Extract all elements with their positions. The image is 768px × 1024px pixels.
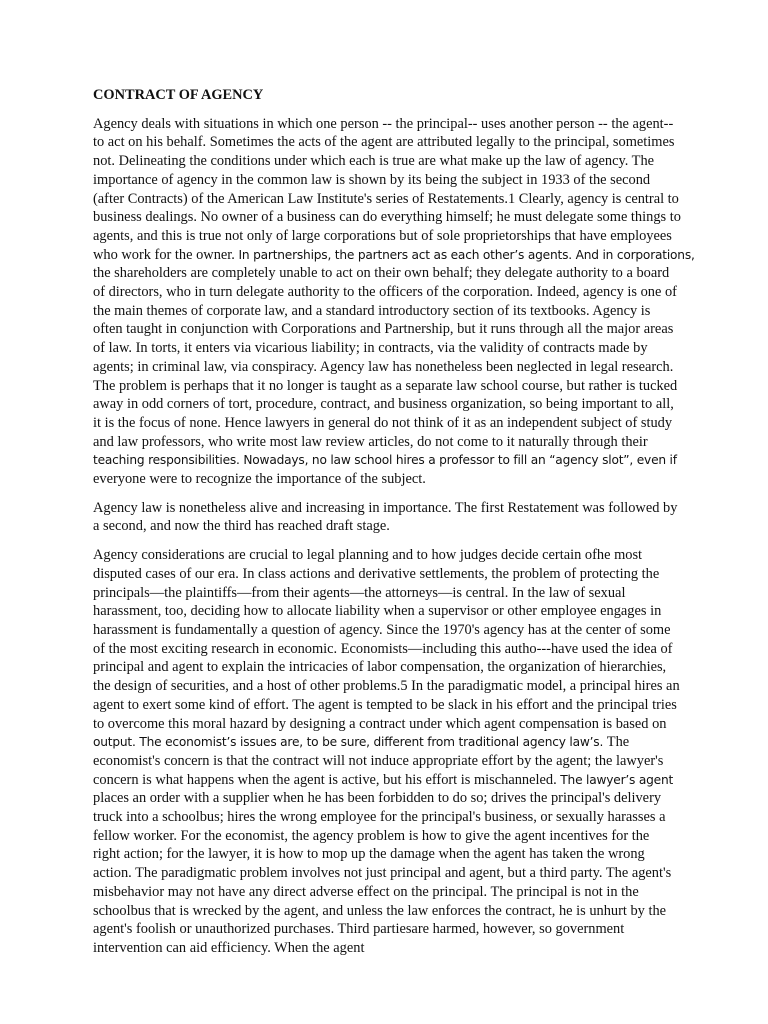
text-line — [93, 152, 683, 171]
text-segment: harassment, too, deciding how to allocate liability when a supervisor or other employee engages in — [93, 603, 662, 620]
text-line — [93, 227, 683, 246]
text-segment: to act on his behalf. Sometimes the acts of the agent are attributed legally to the principal, sometimes — [93, 134, 675, 151]
text-segment: In partnerships, the partners act as each other’s agents. And in corporations, — [238, 247, 695, 262]
text-segment: principal and agent to explain the intricacies of labor compensation, the organization of hierarchies, — [93, 659, 667, 676]
text-segment: Agency law is nonetheless alive and increasing in importance. The first Restatement was followed by — [93, 499, 678, 516]
text-line — [93, 133, 683, 152]
paragraph — [93, 115, 695, 489]
text-segment: the shareholders are completely unable to act on their own behalf; they delegate authority to a board — [93, 265, 670, 282]
text-segment: Agency considerations are crucial to legal planning and to how judges decide certain ofhe most — [93, 547, 643, 564]
text-line — [93, 602, 683, 621]
text-line — [93, 565, 683, 584]
text-segment: disputed cases of our era. In class actions and derivative settlements, the problem of protecting the — [93, 565, 660, 582]
text-segment: truck into a schoolbus; hires the wrong employee for the principal's business, or sexually harasses a — [93, 809, 666, 826]
document-page — [93, 86, 695, 968]
text-line — [93, 171, 683, 190]
text-segment: places an order with a supplier when he has been forbidden to do so; drives the principal's delivery — [93, 790, 662, 807]
text-line — [93, 395, 683, 414]
text-segment: output. The economist’s issues are, to be sure, different from traditional agency law’s. — [93, 735, 607, 750]
text-line — [93, 752, 683, 771]
text-segment: agent to exert some kind of effort. The agent is tempted to be slack in his effort and the principal tries — [93, 696, 677, 713]
text-segment: and law professors, who write most law review articles, do not come to it naturally through their — [93, 433, 648, 450]
paragraph — [93, 546, 683, 957]
text-segment: of the most exciting research in economic. Economists—including this autho---have used the idea of — [93, 640, 673, 657]
text-line — [93, 499, 683, 518]
text-line — [93, 546, 683, 565]
text-line — [93, 377, 683, 396]
text-segment: The problem is perhaps that it no longer is taught as a separate law school course, but rather is tucked — [93, 377, 678, 394]
text-segment: to overcome this moral hazard by designing a contract under which agent compensation is based on — [93, 715, 667, 732]
text-segment: concern is what happens when the agent is active, but his effort is mischanneled. — [93, 771, 561, 788]
text-line — [93, 433, 683, 452]
text-segment: The lawyer’s agent — [560, 772, 674, 787]
text-line — [93, 902, 683, 921]
text-line — [93, 208, 683, 227]
text-segment: teaching responsibilities. Nowadays, no law school hires a professor to fill an “agency slot”, even if — [93, 453, 677, 468]
text-segment: fellow worker. For the economist, the agency problem is how to give the agent incentives for the — [93, 827, 650, 844]
text-segment: the design of securities, and a host of other problems.5 In the paradigmatic model, a principal hires an — [93, 678, 680, 695]
text-line — [93, 939, 683, 958]
text-line — [93, 864, 683, 883]
text-line — [93, 771, 683, 790]
text-segment: The — [606, 734, 630, 751]
text-segment: harassment is fundamentally a question of agency. Since the 1970's agency has at the center of some — [93, 621, 671, 638]
text-line — [93, 640, 683, 659]
text-line — [93, 320, 683, 339]
text-segment: it is the focus of none. Hence lawyers in general do not think of it as an independent subject of study — [93, 414, 673, 431]
text-line — [93, 246, 695, 265]
text-segment: right action; for the lawyer, it is how to mop up the damage when the agent has taken the wrong — [93, 846, 645, 863]
text-segment: the main themes of corporate law, and a standard introductory section of its textbooks. Agency is — [93, 302, 651, 319]
text-line — [93, 451, 683, 470]
text-segment: away in odd corners of tort, procedure, contract, and business organization, so being important to all, — [93, 396, 674, 413]
text-segment: not. Delineating the conditions under which each is true are what make up the law of agency. The — [93, 153, 655, 170]
text-segment: principals—the plaintiffs—from their agents—the attorneys—is central. In the law of sexual — [93, 584, 626, 601]
text-line — [93, 584, 683, 603]
text-line — [93, 264, 683, 283]
text-line — [93, 677, 683, 696]
text-line — [93, 470, 683, 489]
text-segment: economist's concern is that the contract will not induce appropriate effort by the agent; the lawyer's — [93, 752, 664, 769]
text-segment: Agency deals with situations in which one person -- the principal-- uses another person -- the agent-- — [93, 115, 674, 132]
text-line — [93, 339, 683, 358]
text-segment: of directors, who in turn delegate authority to the officers of the corporation. Indeed, agency is one of — [93, 284, 677, 301]
text-segment: agent's foolish or unauthorized purchases. Third partiesare harmed, however, so government — [93, 921, 625, 938]
text-segment: importance of agency in the common law is shown by its being the subject in 1933 of the second — [93, 171, 651, 188]
text-line — [93, 302, 683, 321]
text-line — [93, 283, 683, 302]
text-segment: a second, and now the third has reached draft stage. — [93, 518, 390, 535]
text-segment: misbehavior may not have any direct adverse effect on the principal. The principal is not in the — [93, 883, 639, 900]
text-line — [93, 414, 683, 433]
text-segment: who work for the owner. — [93, 246, 239, 263]
text-line — [93, 733, 683, 752]
text-line — [93, 358, 683, 377]
text-segment: intervention can aid efficiency. When the agent — [93, 939, 365, 956]
text-line — [93, 190, 683, 209]
text-line — [93, 115, 683, 134]
text-line — [93, 845, 683, 864]
text-line — [93, 715, 683, 734]
text-line — [93, 658, 683, 677]
paragraph — [93, 499, 683, 536]
text-segment: business dealings. No owner of a business can do everything himself; he must delegate some things to — [93, 209, 681, 226]
text-line — [93, 808, 683, 827]
document-title: CONTRACT OF AGENCY — [93, 87, 264, 103]
text-line — [93, 621, 683, 640]
text-segment: often taught in conjunction with Corporations and Partnership, but it runs through all the major areas — [93, 321, 674, 338]
text-line — [93, 920, 683, 939]
text-segment: agents, and this is true not only of large corporations but of sole proprietorships that have employees — [93, 227, 672, 244]
text-line — [93, 827, 683, 846]
text-line — [93, 789, 683, 808]
text-line — [93, 696, 683, 715]
text-segment: action. The paradigmatic problem involves not just principal and agent, but a third party. The agent's — [93, 865, 672, 882]
text-segment: (after Contracts) of the American Law Institute's series of Restatements.1 Clearly, agency is central to — [93, 190, 679, 207]
text-segment: agents; in criminal law, via conspiracy. Agency law has nonetheless been neglected in legal research. — [93, 358, 674, 375]
text-line — [93, 883, 683, 902]
text-segment: of law. In torts, it enters via vicarious liability; in contracts, via the validity of contracts made by — [93, 340, 648, 357]
text-line — [93, 517, 683, 536]
document-body — [93, 115, 695, 958]
text-segment: schoolbus that is wrecked by the agent, and unless the law enforces the contract, he is unhurt by the — [93, 902, 667, 919]
text-segment: everyone were to recognize the importance of the subject. — [93, 471, 426, 488]
